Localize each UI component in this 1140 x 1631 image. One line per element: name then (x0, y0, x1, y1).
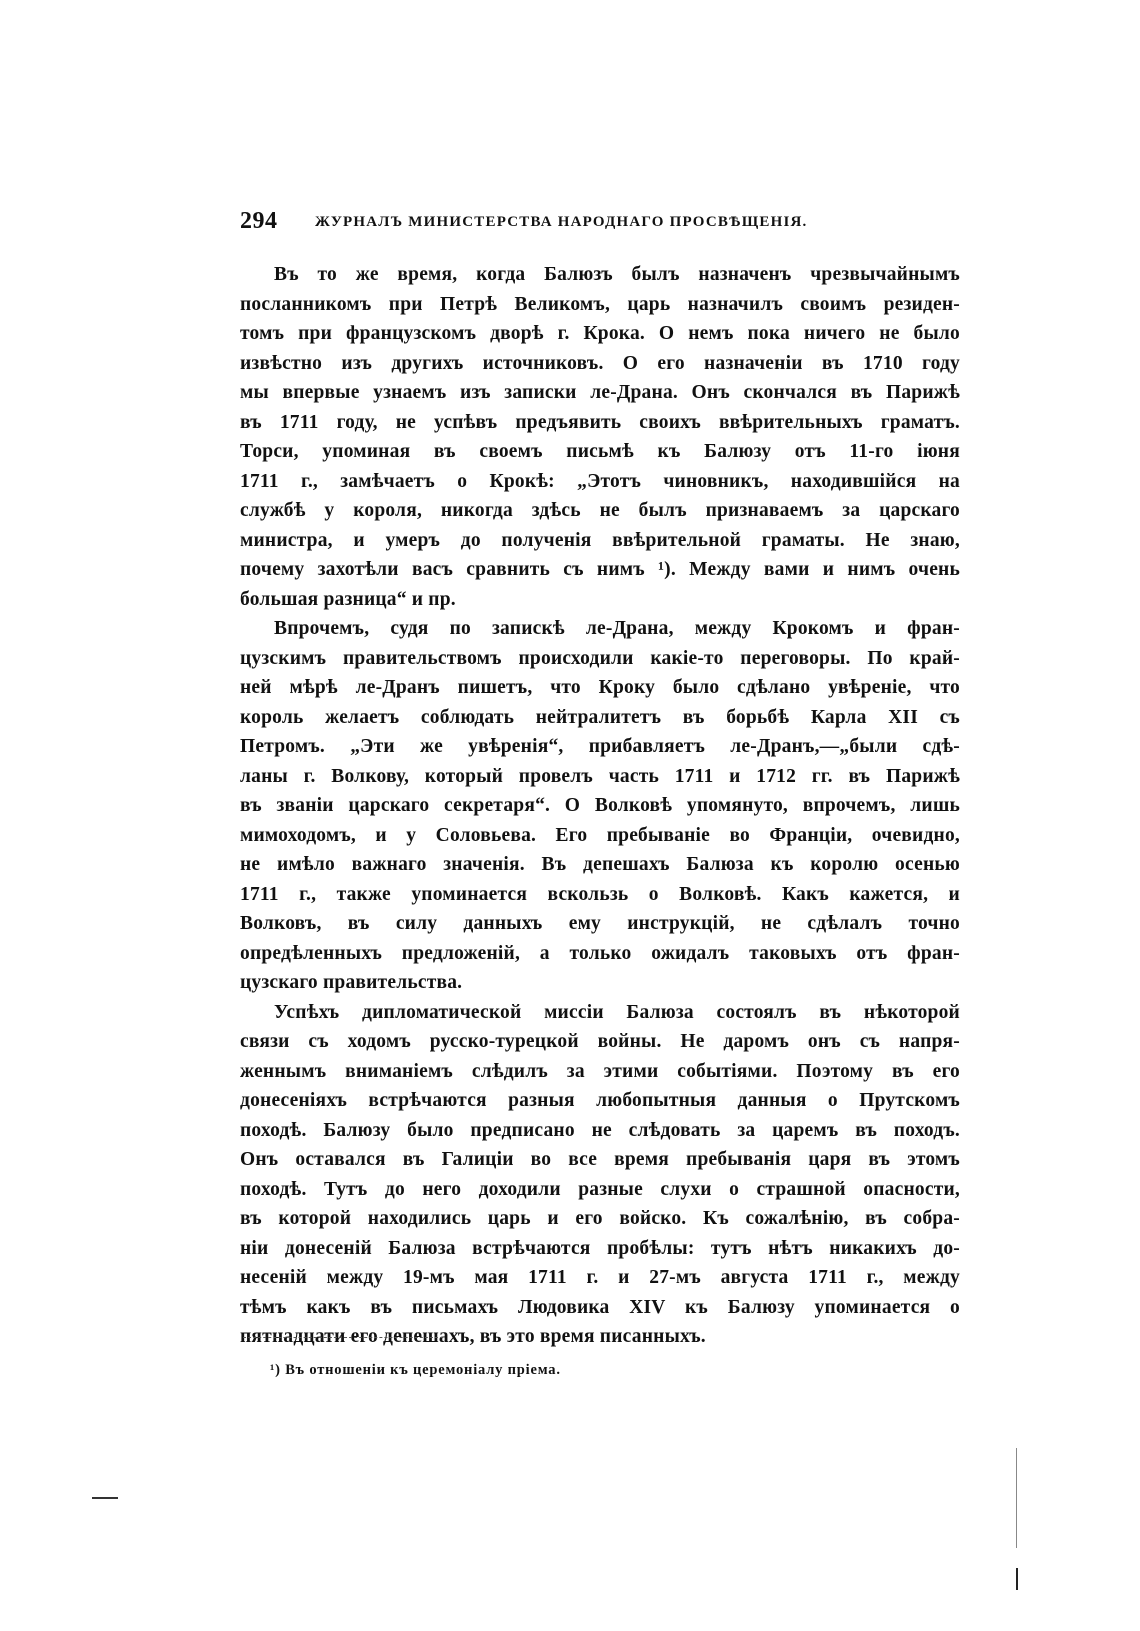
text-line: походѣ. Тутъ до него доходили разные слухи о страшной опасности, (240, 1178, 960, 1200)
text-line: тѣмъ какъ въ письмахъ Людовика XIV къ Балюзу упоминается о (240, 1296, 960, 1318)
text-line: ланы г. Волкову, который провелъ часть 1711 и 1712 гг. въ Парижѣ (240, 765, 960, 787)
text-line: томъ при французскомъ дворѣ г. Крока. О немъ пока ничего не было (240, 323, 960, 344)
text-line: походѣ. Балюзу было предписано не слѣдовать за царемъ въ походъ. (240, 1119, 960, 1141)
text-line: пятнадцати его депешахъ, въ это время писанныхъ. (240, 1326, 706, 1347)
text-line: Торси, упоминая въ своемъ письмѣ къ Балюзу отъ 11-го іюня (240, 441, 960, 462)
text-line: министра, и умеръ до полученія ввѣрительной граматы. Не знаю, (240, 529, 960, 551)
text-line: не имѣло важнаго значенія. Въ депешахъ Балюза къ королю осенью (240, 854, 960, 875)
text-line: Успѣхъ дипломатической миссіи Балюза состоялъ въ нѣкоторой (274, 1001, 960, 1023)
text-line: цузскаго правительства. (240, 972, 463, 993)
text-line: женнымъ вниманіемъ слѣдилъ за этими событіями. Поэтому въ его (240, 1060, 960, 1082)
text-line: большая разница“ и пр. (240, 588, 456, 610)
text-line: въ званіи царскаго секретаря“. О Волковѣ упомянуто, впрочемъ, лишь (240, 795, 960, 816)
page-header (240, 208, 960, 244)
scan-artifact-mark (92, 1497, 118, 1499)
text-line: посланникомъ при Петрѣ Великомъ, царь назначилъ своимъ резиден- (240, 293, 960, 315)
text-line: король желаетъ соблюдать нейтралитетъ въ борьбѣ Карла XII съ (240, 706, 960, 728)
text-line: ніи донесеній Балюза встрѣчаются пробѣлы: тутъ нѣтъ никакихъ до- (240, 1237, 960, 1259)
text-line: донесеніяхъ встрѣчаются разныя любопытныя данныя о Прутскомъ (240, 1090, 960, 1111)
text-line: извѣстно изъ другихъ источниковъ. О его назначеніи въ 1710 году (240, 352, 960, 374)
text-line: цузскимъ правительствомъ происходили какіе-то переговоры. По край- (240, 647, 960, 669)
text-line: опредѣленныхъ предложеній, а только ожидалъ таковыхъ отъ фран- (240, 942, 960, 964)
text-line: въ 1711 году, не успѣвъ предъявить своихъ ввѣрительныхъ граматъ. (240, 411, 960, 433)
text-line: мимоходомъ, и у Соловьева. Его пребываніе во Франціи, очевидно, (240, 824, 960, 846)
footnote-divider (243, 1337, 443, 1338)
text-line: связи съ ходомъ русско-турецкой войны. Не даромъ онъ съ напря- (240, 1031, 960, 1052)
text-line: 1711 г., замѣчаетъ о Крокѣ: „Этотъ чиновникъ, находившійся на (240, 470, 960, 492)
text-line: 1711 г., также упоминается вскользь о Волковѣ. Какъ кажется, и (240, 883, 960, 905)
scan-artifact-mark (1016, 1568, 1018, 1590)
scan-artifact-mark (1016, 1448, 1017, 1548)
text-line: Волковъ, въ силу данныхъ ему инструкцій, не сдѣлалъ точно (240, 913, 960, 934)
text-line: Петромъ. „Эти же увѣренія“, прибавляетъ ле-Дранъ,—„были сдѣ- (240, 736, 960, 757)
text-line: мы впервые узнаемъ изъ записки ле-Драна. Онъ скончался въ Парижѣ (240, 382, 960, 403)
text-line: службѣ у короля, никогда здѣсь не былъ признаваемъ за царскаго (240, 500, 960, 521)
running-title: ЖУРНАЛЪ МИНИСТЕРСТВА НАРОДНАГО ПРОСВѢЩЕНІЯ. (315, 214, 808, 230)
text-line: Онъ оставался въ Галиціи во все время пребыванія царя въ этомъ (240, 1149, 960, 1170)
footnote: ¹) Въ отношеніи къ церемоніалу пріема. (270, 1362, 561, 1378)
text-line: въ которой находились царь и его войско. Къ сожалѣнію, въ собра- (240, 1208, 960, 1229)
page-number: 294 (240, 208, 278, 234)
text-line: почему захотѣли васъ сравнить съ нимъ ¹). Между вами и нимъ очень (240, 559, 960, 580)
text-line: несеній между 19-мъ мая 1711 г. и 27-мъ августа 1711 г., между (240, 1267, 960, 1288)
text-line: ней мѣрѣ ле-Дранъ пишетъ, что Кроку было сдѣлано увѣреніе, что (240, 677, 960, 698)
text-line: Впрочемъ, судя по запискѣ ле-Драна, между Крокомъ и фран- (274, 618, 960, 639)
text-line: Въ то же время, когда Балюзъ былъ назначенъ чрезвычайнымъ (274, 264, 960, 285)
body-text (240, 260, 960, 1352)
